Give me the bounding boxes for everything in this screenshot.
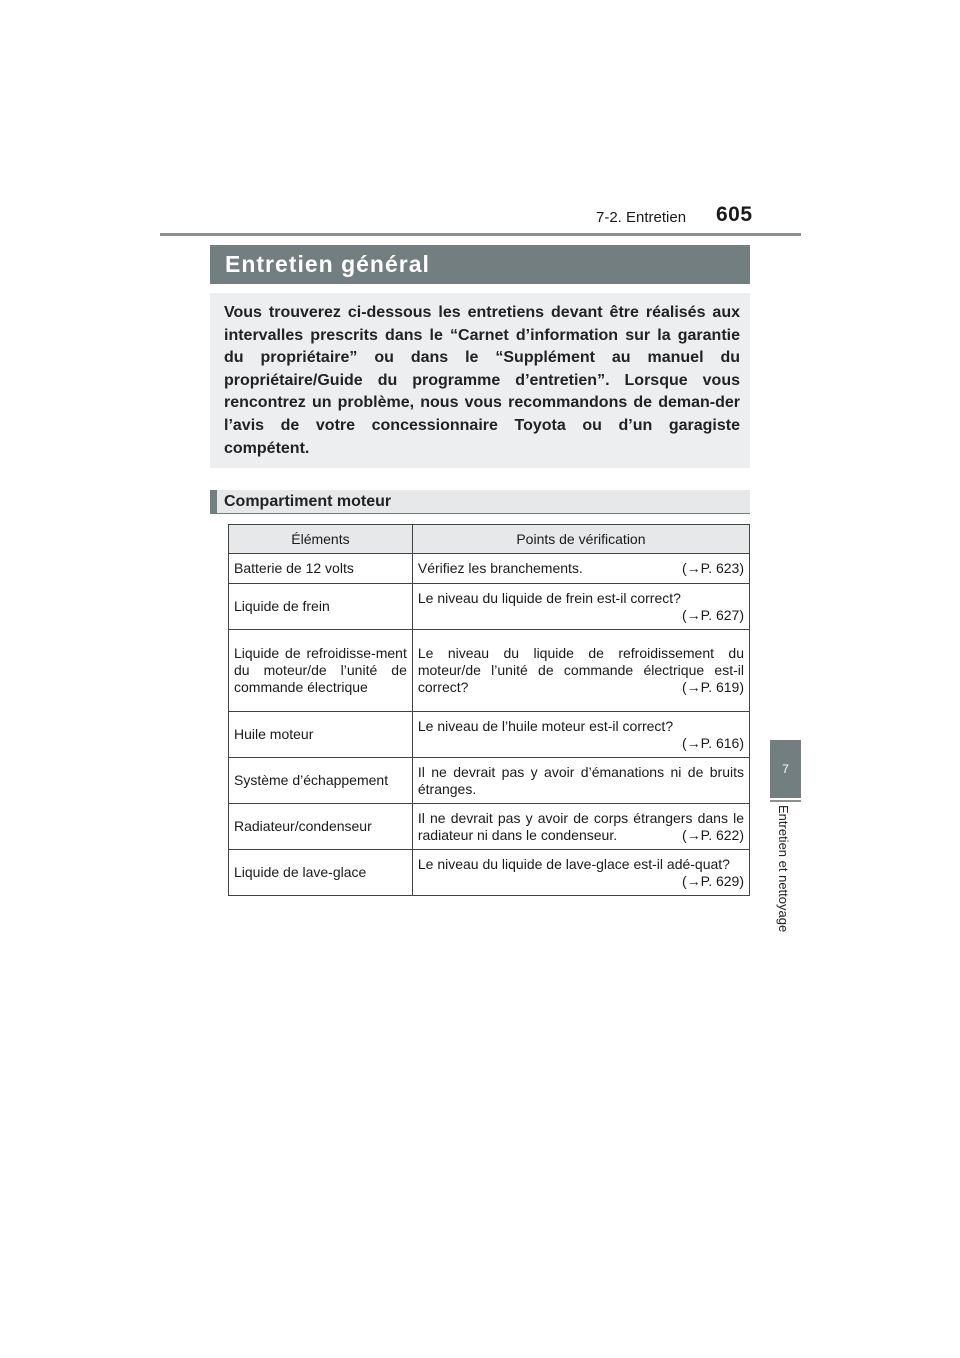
table-cell-check <box>412 712 749 758</box>
section-label: 7-2. Entretien <box>596 209 687 226</box>
table-row <box>229 758 750 804</box>
table-header-row <box>229 525 750 554</box>
check-text: Le niveau de l’huile moteur est-il correct? <box>417 717 674 734</box>
page-reference: (→P. 619) <box>682 679 744 695</box>
page-reference: (→P. 627) <box>682 606 744 623</box>
check-text: Le niveau du liquide de refroidissement du moteur/de l’unité de commande électrique est-il correct? <box>417 645 744 695</box>
page-reference: (→P. 623) <box>682 560 744 576</box>
column-header-items: Éléments <box>229 525 413 554</box>
chapter-tab-rule <box>770 800 801 802</box>
table-cell-check <box>412 758 749 804</box>
page-reference: (→P. 629) <box>682 872 744 889</box>
table-cell-item: Liquide de refroidisse-ment du moteur/de l’unité de commande électrique <box>229 630 413 712</box>
table-row <box>229 584 750 630</box>
header-rule <box>160 233 801 236</box>
table-cell-check <box>412 584 749 630</box>
maintenance-table <box>228 524 750 896</box>
page-reference: (→P. 616) <box>682 734 744 751</box>
table-cell-item: Liquide de frein <box>229 584 413 630</box>
table-cell-check <box>412 630 749 712</box>
table-cell-item: Huile moteur <box>229 712 413 758</box>
page-number: 605 <box>716 203 753 226</box>
table-cell-item: Batterie de 12 volts <box>229 554 413 584</box>
chapter-tab <box>770 740 801 798</box>
chapter-number: 7 <box>782 762 789 776</box>
subsection-title: Compartiment moteur <box>224 493 392 510</box>
table-row <box>229 554 750 584</box>
table-cell-check <box>412 804 749 850</box>
check-text: Le niveau du liquide de frein est-il correct? <box>417 589 681 606</box>
table-row <box>229 712 750 758</box>
subsection-header <box>210 490 750 514</box>
table-cell-check <box>412 554 749 584</box>
intro-box <box>210 293 750 468</box>
title-banner <box>210 245 750 284</box>
page-title: Entretien général <box>225 251 430 277</box>
intro-text: Vous trouverez ci-dessous les entretiens devant être réalisés aux intervalles prescrits dans le “Carnet d’information sur la garantie du propriétaire” ou dans le “Supplément au manuel du propriétaire/Guide du programme d’entretien”. Lorsque vous rencontrez un problème, nous vous recommandons de deman-der l’avis de votre concessionnaire Toyota ou d’un garagiste compétent. <box>224 304 740 457</box>
table-cell-item: Système d’échappement <box>229 758 413 804</box>
check-text: Il ne devrait pas y avoir d’émanations ni de bruits étranges. <box>417 763 744 797</box>
check-text: Le niveau du liquide de lave-glace est-il adé-quat? <box>417 855 730 872</box>
table-row <box>229 630 750 712</box>
subsection-marker <box>210 490 217 514</box>
check-text: Vérifiez les branchements. <box>417 560 583 576</box>
page-reference: (→P. 622) <box>682 826 744 843</box>
chapter-title: Entretien et nettoyage <box>776 805 791 933</box>
check-text: Il ne devrait pas y avoir de corps étrangers dans le radiateur ni dans le condenseur. <box>417 809 744 843</box>
column-header-checks: Points de vérification <box>412 525 749 554</box>
table-cell-item: Liquide de lave-glace <box>229 850 413 896</box>
table-cell-item: Radiateur/condenseur <box>229 804 413 850</box>
table-cell-check <box>412 850 749 896</box>
table-row <box>229 850 750 896</box>
table-row <box>229 804 750 850</box>
